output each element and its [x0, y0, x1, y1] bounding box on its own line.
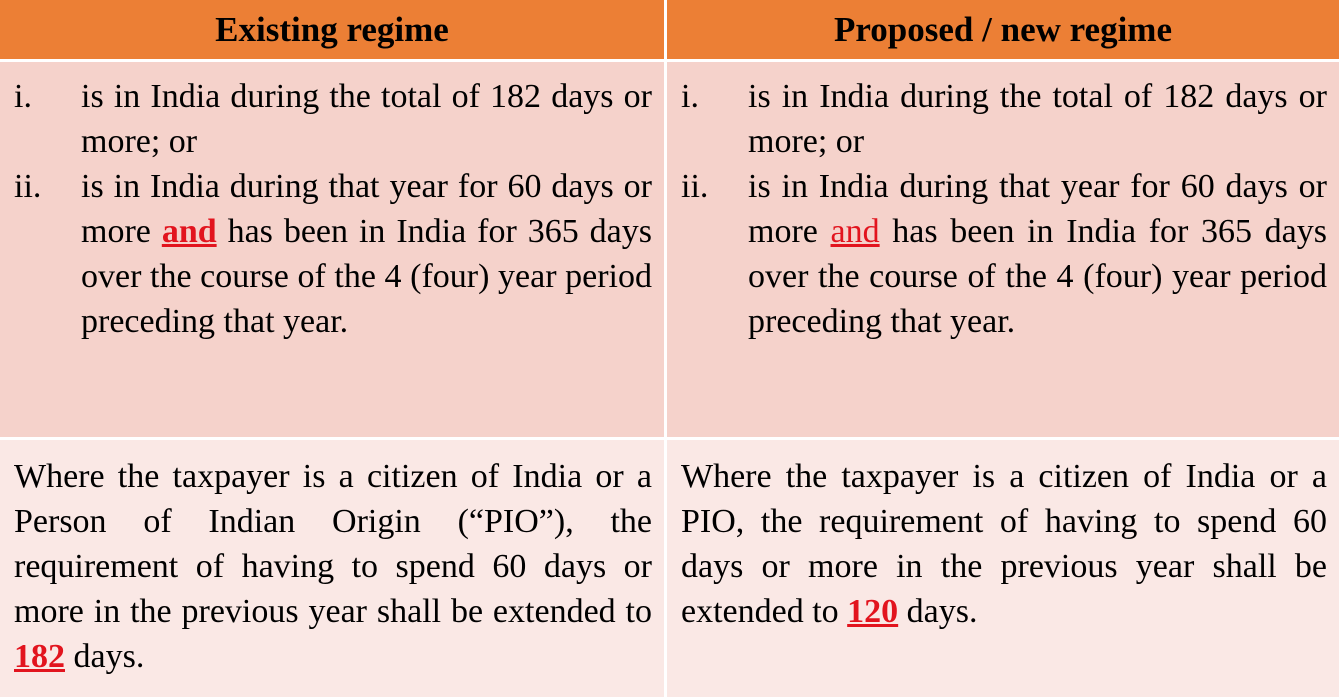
proposed-pio-text: [681, 454, 1327, 634]
pio-text-after: days.: [65, 638, 145, 675]
item-text-before: is in India during that year for 60 days or more: [81, 168, 652, 250]
existing-condition-1: [14, 74, 652, 164]
proposed-condition-2: [681, 164, 1327, 344]
item-number: ii.: [14, 168, 42, 205]
proposed-pio-cell: [667, 440, 1339, 697]
pio-text-before: Where the taxpayer is a citizen of India or a PIO, the requirement of having to spend 60 days or more in the previous year shall be extended to: [681, 458, 1327, 630]
highlight-and: and: [830, 213, 880, 250]
item-text-after: has been in India for 365 days over the course of the 4 (four) year period preceding that year.: [81, 213, 653, 340]
pio-text-after: days.: [898, 593, 978, 630]
item-text: is in India during the total of 182 days or more; or: [748, 78, 1327, 160]
item-text-after: has been in India for 365 days over the course of the 4 (four) year period preceding that year.: [748, 213, 1328, 340]
highlight-days-182: 182: [14, 638, 65, 675]
item-text: [81, 164, 652, 344]
header-existing-label: Existing regime: [215, 9, 449, 49]
item-text: [748, 164, 1327, 344]
existing-pio-cell: [0, 440, 667, 697]
item-number: i.: [681, 78, 699, 115]
header-proposed-label: Proposed / new regime: [834, 9, 1172, 49]
proposed-conditions-cell: [667, 62, 1339, 440]
header-existing-regime: [0, 0, 667, 62]
existing-pio-text: [14, 454, 652, 679]
pio-text-before: Where the taxpayer is a citizen of India or a Person of Indian Origin (“PIO”), the requirement of having to spend 60 days or more in the previous year shall be extended to: [14, 458, 652, 630]
header-proposed-regime: [667, 0, 1339, 62]
item-text: is in India during the total of 182 days or more; or: [81, 78, 652, 160]
item-number: ii.: [681, 168, 709, 205]
existing-condition-2: [14, 164, 652, 344]
highlight-and-bold: and: [161, 213, 217, 250]
item-number: i.: [14, 78, 32, 115]
proposed-condition-1: [681, 74, 1327, 164]
existing-conditions-cell: [0, 62, 667, 440]
highlight-days-120: 120: [847, 593, 899, 630]
item-text-before: is in India during that year for 60 days or more: [748, 168, 1327, 250]
